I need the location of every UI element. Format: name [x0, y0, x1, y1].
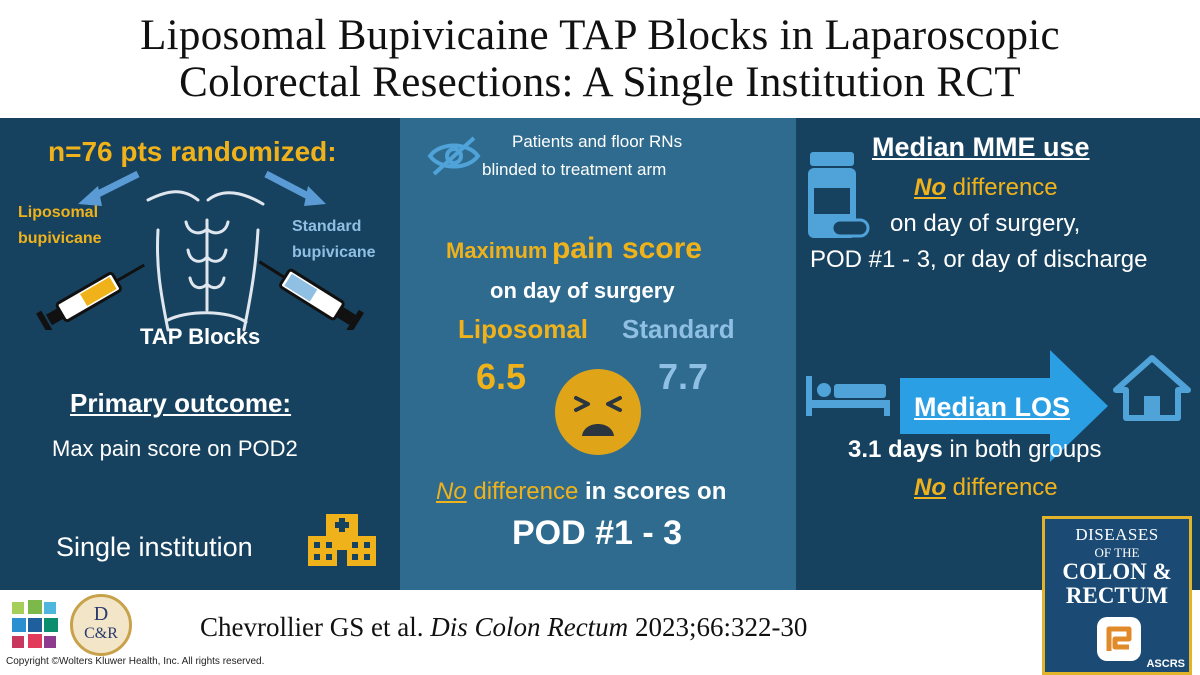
maximum-word: Maximum [446, 238, 548, 263]
journal-society: ASCRS [1146, 658, 1185, 670]
citation [200, 612, 807, 643]
randomized-text: n=76 pts randomized: [48, 136, 337, 167]
citation-journal: Dis Colon Rectum [430, 612, 629, 642]
journal-line-4: RECTUM [1065, 583, 1169, 608]
standard-label-2: bupivicane [292, 244, 376, 261]
blinded-line-2: blinded to treatment arm [482, 160, 667, 179]
left-panel [0, 118, 400, 590]
no-word: No [914, 474, 946, 501]
citation-ref: 2023;66:322-30 [634, 612, 808, 642]
tap-blocks-label: TAP Blocks [140, 324, 261, 349]
wolters-kluwer-logo [8, 598, 64, 654]
mme-no-difference [914, 174, 1058, 202]
liposomal-label: Liposomal [458, 314, 589, 344]
los-heading: Median LOS [914, 392, 1071, 422]
blinded-line-1: Patients and floor RNs [512, 132, 683, 151]
single-institution-text: Single institution [56, 532, 253, 562]
journal-cover [1042, 516, 1192, 675]
pain-score-word: pain score [551, 232, 702, 265]
los-no-difference [914, 474, 1058, 502]
tired-face-icon [554, 368, 642, 456]
citation-authors: Chevrollier GS et al. [200, 612, 424, 642]
pill-bottle-icon [806, 148, 870, 248]
title-line-2: Colorectal Resections: A Single Institution RCT [179, 59, 1021, 106]
title-banner [0, 0, 1200, 118]
standard-value: 7.7 [658, 356, 709, 397]
primary-outcome-heading: Primary outcome: [70, 388, 292, 418]
journal-line-1: DISEASES [1075, 525, 1159, 544]
difference-word: difference [952, 474, 1058, 501]
title-line-1: Liposomal Bupivicaine TAP Blocks in Laparoscopic [140, 12, 1060, 59]
mme-line-2: on day of surgery, [890, 210, 1081, 237]
mme-line-3: POD #1 - 3, or day of discharge [810, 246, 1148, 273]
standard-label-1: Standard [292, 218, 362, 235]
dcr-logo [70, 594, 132, 656]
on-day-of-surgery: on day of surgery [490, 278, 675, 303]
journal-line-2: OF THE [1094, 545, 1140, 560]
copyright: Copyright ©Wolters Kluwer Health, Inc. All rights reserved. [6, 656, 265, 667]
difference-word: difference [952, 174, 1058, 201]
footer [0, 590, 1200, 675]
los-days-line [848, 436, 1102, 464]
standard-label: Standard [622, 314, 735, 344]
pod-range: POD #1 - 3 [512, 514, 683, 552]
no-word: No [436, 478, 467, 505]
primary-outcome-text: Max pain score on POD2 [52, 436, 298, 461]
house-icon [1112, 354, 1192, 422]
journal-line-3: COLON & [1062, 559, 1172, 584]
no-difference-line [436, 478, 726, 506]
dcr-logo-d: D [93, 603, 109, 625]
mme-heading: Median MME use [872, 132, 1090, 162]
los-rest: in both groups [949, 436, 1102, 463]
syringe-icon [246, 258, 376, 330]
liposomal-label-1: Liposomal [18, 204, 99, 221]
middle-panel [400, 118, 796, 590]
arrow-right-down-icon [262, 170, 332, 210]
hospital-icon [306, 512, 378, 568]
difference-word: difference [473, 478, 579, 505]
liposomal-label-2: bupivicane [18, 230, 102, 247]
liposomal-value: 6.5 [476, 356, 527, 397]
bed-icon [804, 372, 892, 418]
in-scores-on: in scores on [585, 478, 727, 505]
no-word: No [914, 174, 946, 201]
dcr-logo-cr: C&R [84, 625, 118, 642]
colon-icon [1095, 615, 1143, 663]
max-pain-heading [446, 232, 702, 266]
syringe-icon [34, 258, 154, 330]
eye-slash-icon [426, 134, 482, 178]
los-days: 3.1 days [848, 436, 943, 463]
